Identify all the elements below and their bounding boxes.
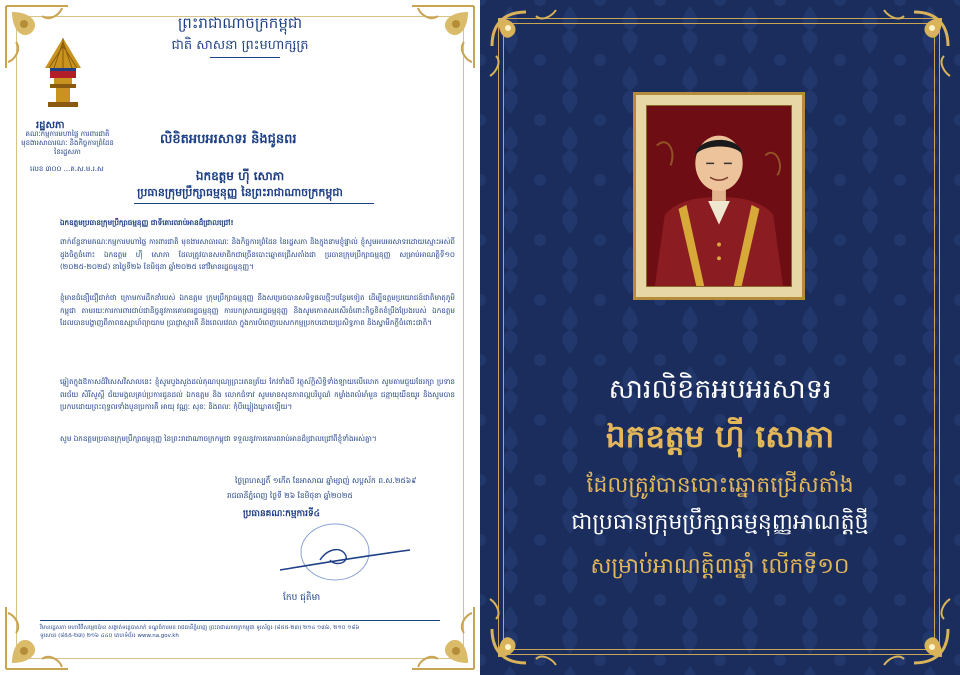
portrait-icon (647, 106, 791, 286)
poster-name: ឯកឧត្តម ហ៊ី សោភា (605, 419, 835, 455)
national-motto: ជាតិ សាសនា ព្រះមហាក្សត្រ (171, 38, 309, 53)
poster-line-term: សម្រាប់អាណត្តិ៣ឆ្នាំ លើកទី១០ (590, 554, 850, 579)
poster-line-position: ជាប្រធានក្រុមប្រឹក្សាធម្មនុញ្ញអាណត្តិថ្មី (571, 510, 869, 535)
paragraph-2: ខ្ញុំមានជំនឿជឿជាក់ថា ក្រោមការដឹកនាំរបស់ ឯកឧត្តម ក្រុមប្រឹក្សាធម្មនុញ្ញ នឹងសម្រេចបានសមិទ្ធផលថ្មីៗបន្ថែមទៀត ដើម្បីឧត្តមប្រយោជន៍ជាតិមាតុភូមិកម្ពុជា តាមរយៈការការពារជាប់ជានិច្ចនូវការគោរពរដ្ឋធម្មនុញ្ញ ការបកស្រាយរដ្ឋធម្មនុញ្ញ និងសូមកោតសរសើរចំពោះកិច្ចខិតខំប្រឹងប្រែងរបស់ ឯកឧត្តម ដែលបានបង្ហាញពីភាពឧស្សាហ៍ព្យាយាម ប្រាជ្ញាស្មារតី និងពេលវេលា ក្នុងការបំពេញបេសកកម្មប្រកបដោយប្រសិទ្ធភាព និងស្វាមីភក្ដីចំពោះជាតិ។ (60, 293, 455, 328)
corner-ornament-icon (874, 6, 954, 86)
corner-ornament-icon (486, 6, 566, 86)
solar-date: រាជធានីភ្នំពេញ ថ្ងៃទី ២៦ ខែមិថុនា ឆ្នាំ២០២៥ (227, 491, 353, 500)
paragraph-3: ឆ្លៀតក្នុងឱកាសដ៏វិសេសវិសាលនេះ ខ្ញុំសូមបួងសួងដល់គុណបុណ្យព្រះរតនត្រ័យ កែវទាំងបី វត្ថុស័ក្តិសិទ្ធិទាំងឡាយលើលោក សូមតាមជួយថែរក្សា ប្រទានពរជ័យ សិរីសួស្តី ជ័យមង្គលគ្រប់ប្រការជូនដល់ ឯកឧត្តម និង លោកជំទាវ សូមមានសុខភាពល្អបរិបូណ៌ កម្លាំងពលំមាំមួន ជន្មាយុយឺនយូរ និងសូមបានប្រកបដោយព្រះពុទ្ធពរទាំងបួនប្រការគឺ អាយុ វណ្ណៈ សុខៈ និងពលៈ កុំបីឃ្លៀងឃ្លាតឡើយ។ (60, 377, 455, 412)
signer-title: ប្រធានគណៈកម្មការទី៤ (243, 509, 321, 519)
letter-title: លិខិតអបអរសាទរ និងជូនពរ (160, 132, 297, 147)
footer-contact: ទូរសារ៖ (៨៥៥-២៣) ២១៦ ៤៤០ គេហទំព័រ៖ www.na.gov.kh (40, 633, 179, 639)
corner-ornament-icon (486, 589, 566, 669)
paragraph-1: ពាក់ព័ន្ធនាមគណៈកម្មការមហាផ្ទៃ ការពារជាតិ មុខងារសាធារណៈ និងកិច្ចការព្រំដែន នៃរដ្ឋសភា និងក្នុងនាមខ្ញុំផ្ទាល់ ខ្ញុំសូមអបអរសាទរដោយស្មោះអស់ពីដួងចិត្តចំពោះ ឯកឧត្តម ហ៊ី សោភា ដែលត្រូវបានសមាជិកជាច្រើនបោះឆ្នោតជ្រើសតាំងជា ប្រធានក្រុមប្រឹក្សាធម្មនុញ្ញ សម្រាប់អាណត្តិទី១០ (២០២៥-២០២៨) នាថ្ងៃទី២៦ ខែមិថុនា ឆ្នាំ២០២៥ នៅវិមានរដ្ឋធម្មនុញ្ញ។ (60, 237, 455, 272)
recipient-name: ឯកឧត្តម ហ៊ី សោភា (195, 169, 285, 183)
national-assembly-emblem-icon (40, 34, 86, 110)
congratulation-poster (480, 0, 960, 675)
recipient-title: ប្រធានក្រុមប្រឹក្សាធម្មនុញ្ញ នៃព្រះរាជាណាចក្រកម្ពុជា (137, 186, 343, 199)
kingdom-heading: ព្រះរាជាណាចក្រកម្ពុជា (177, 14, 303, 32)
portrait-photo (646, 105, 792, 287)
reference-number: លេខ ៣០០ ...គ.ស.ម.រ.ស (30, 165, 104, 173)
paragraph-4: សូម ឯកឧត្តមប្រធានក្រុមប្រឹក្សាធម្មនុញ្ញ នៃព្រះរាជាណាចក្រកម្ពុជា ទទួលនូវការគោរពរាប់អានដ៏ជ្រាលជ្រៅពីខ្ញុំទាំងអស់គ្នា។ (60, 434, 377, 443)
assembly-label: រដ្ឋសភា (36, 120, 65, 131)
motto-divider (210, 57, 280, 58)
greeting: ឯកឧត្តមប្រធានក្រុមប្រឹក្សាធម្មនុញ្ញ ជាទីគោរពរាប់អានដ៏ជ្រាលជ្រៅ! (60, 218, 234, 227)
footer-address: វិមានរដ្ឋសភា មហាវិថីសម្តេចប៉ាន សង្កាត់ទន្លេបាសាក់ ខណ្ឌចំការមន រាជធានីភ្នំពេញ ព្រះរាជាណាចក្រកម្ពុជា ទូរស័ព្ទ៖ (៨៥៥-២៣) ២១៤ ១៣៦, ២១០ ១៨៦ (40, 625, 360, 631)
letter-footer (40, 620, 440, 640)
portrait-frame (633, 92, 805, 300)
signer-name: កែប ជុតិមា (283, 593, 321, 603)
department-label: គណៈកម្មការមហាផ្ទៃ ការពារជាតិ មុខងារសាធារណៈ និងកិច្ចការព្រំដែន នៃរដ្ឋសភា (21, 130, 114, 156)
signature-icon (250, 520, 420, 590)
poster-line-elected: ដែលត្រូវបានបោះឆ្នោតជ្រើសតាំង (586, 473, 854, 498)
corner-ornament-icon (874, 589, 954, 669)
recipient-underline (134, 203, 374, 204)
poster-title: សារលិខិតអបអរសាទរ (608, 374, 832, 405)
lunar-date: ថ្ងៃព្រហស្បតិ៍ ១កើត ខែអាសាឍ ឆ្នាំម្សាញ់ សប្តស័ក ព.ស.២៥៦៩ (235, 476, 417, 485)
